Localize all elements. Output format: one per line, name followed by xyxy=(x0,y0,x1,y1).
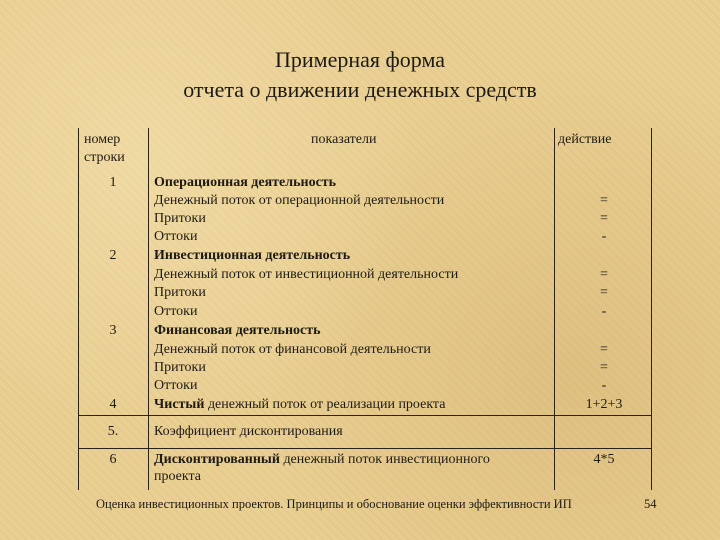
row-label: Денежный поток от операционной деятельности xyxy=(154,193,445,208)
footer-text: Оценка инвестиционных проектов. Принципы и обоснование оценки эффективности ИП xyxy=(96,497,572,511)
row-action: = xyxy=(600,360,608,375)
row-label: Операционная деятельность xyxy=(154,175,337,190)
header-num-line1: номер xyxy=(84,132,121,147)
cash-flow-table xyxy=(78,128,652,490)
row-label: Притоки xyxy=(154,360,206,375)
row-number: 2 xyxy=(109,248,117,263)
row-label-rest: денежный поток от реализации проекта xyxy=(204,397,446,412)
row-label: Притоки xyxy=(154,285,206,300)
row-action: - xyxy=(601,378,607,393)
row-label: Инвестиционная деятельность xyxy=(154,248,351,263)
table-rule-2 xyxy=(78,448,652,449)
row-label: Коэффициент дисконтирования xyxy=(154,424,343,439)
row-number: 5. xyxy=(107,424,119,439)
row-number: 3 xyxy=(109,323,117,338)
row-label: Оттоки xyxy=(154,229,198,244)
table-rule-1 xyxy=(78,415,652,416)
row-action: = xyxy=(600,267,608,282)
row-label-bold: Чистый xyxy=(154,397,205,412)
row-label-line2: проекта xyxy=(154,469,201,484)
slide-title-line1: Примерная форма xyxy=(275,47,445,72)
row-number: 1 xyxy=(109,175,117,190)
row-action: - xyxy=(601,229,607,244)
row-label: Оттоки xyxy=(154,304,198,319)
header-num-line2: строки xyxy=(84,150,125,165)
row-number: 6 xyxy=(109,452,117,467)
row-label-rest: денежный поток инвестиционного xyxy=(279,452,490,467)
row-label xyxy=(154,452,490,468)
header-action: действие xyxy=(558,132,612,147)
row-action: - xyxy=(601,304,607,319)
row-label: Денежный поток от финансовой деятельности xyxy=(154,342,431,357)
row-label: Оттоки xyxy=(154,378,198,393)
row-action: 4*5 xyxy=(593,452,615,467)
table-divider-num xyxy=(148,128,149,490)
slide-title-line2: отчета о движении денежных средств xyxy=(183,77,537,102)
row-label: Притоки xyxy=(154,211,206,226)
header-indicators: показатели xyxy=(311,132,377,147)
row-label xyxy=(154,397,445,413)
row-label: Финансовая деятельность xyxy=(154,323,321,338)
page-number: 54 xyxy=(644,497,657,511)
table-divider-action xyxy=(554,128,555,490)
row-action: = xyxy=(600,342,608,357)
row-label: Денежный поток от инвестиционной деятельности xyxy=(154,267,459,282)
row-action: = xyxy=(600,193,608,208)
row-number: 4 xyxy=(109,397,117,412)
row-action: = xyxy=(600,211,608,226)
row-label-bold: Дисконтированный xyxy=(154,452,280,467)
row-action: = xyxy=(600,285,608,300)
row-action: 1+2+3 xyxy=(585,397,623,412)
